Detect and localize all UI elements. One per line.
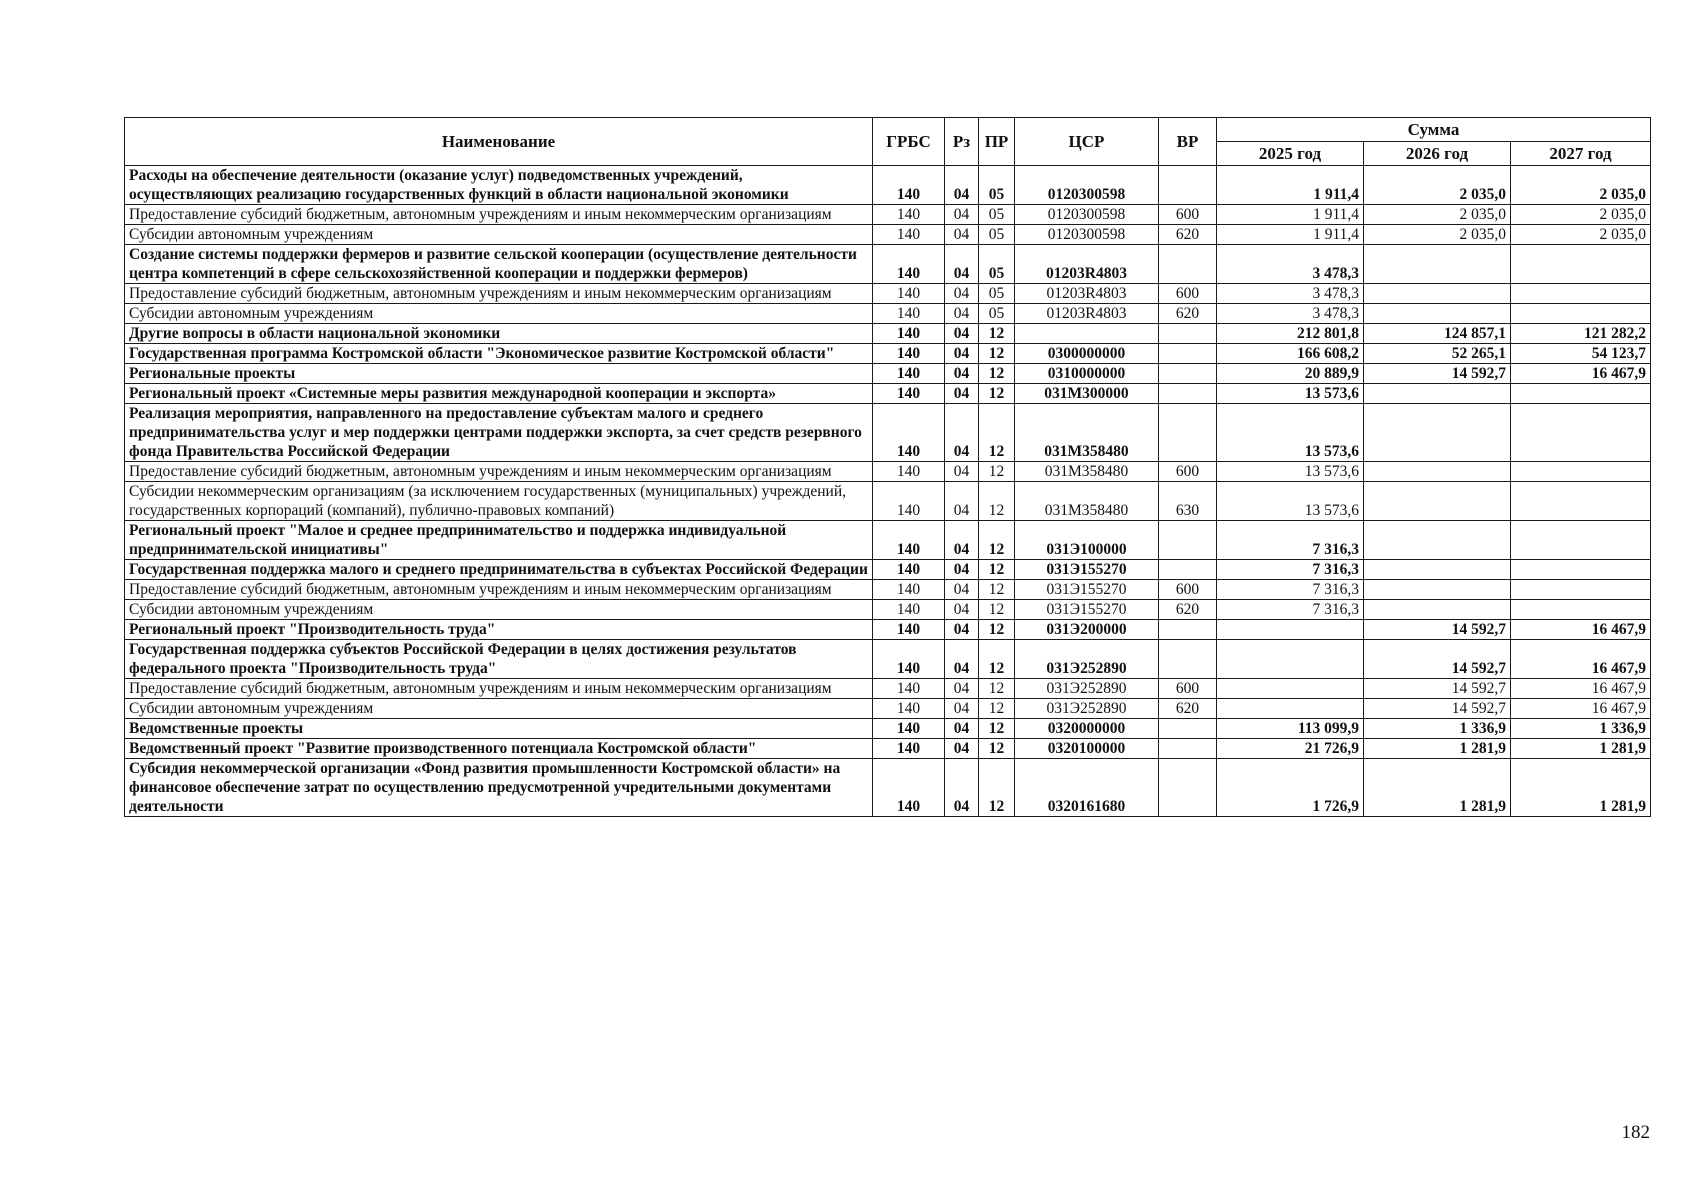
cell-csr: 01203R4803 [1015,245,1159,284]
table-row [125,679,1651,699]
cell-grbs: 140 [873,699,945,719]
header-2027: 2027 год [1511,142,1651,166]
cell-rz: 04 [945,679,979,699]
cell-csr: 031Э155270 [1015,600,1159,620]
cell-sum-2027: 16 467,9 [1511,620,1651,640]
cell-grbs: 140 [873,620,945,640]
cell-name: Реализация мероприятия, направленного на предоставление субъектам малого и среднего предпринимательства услуг и мер поддержки центрами поддержки экспорта, за счет средств резервного фонда Правительства Российской Федерации [125,404,873,462]
cell-pr: 05 [979,245,1015,284]
cell-rz: 04 [945,284,979,304]
cell-csr: 0300000000 [1015,344,1159,364]
cell-name: Предоставление субсидий бюджетным, автономным учреждениям и иным некоммерческим организациям [125,679,873,699]
cell-sum-2027 [1511,482,1651,521]
cell-vr: 600 [1159,580,1217,600]
cell-pr: 12 [979,384,1015,404]
cell-name: Предоставление субсидий бюджетным, автономным учреждениям и иным некоммерческим организациям [125,284,873,304]
header-2025: 2025 год [1217,142,1364,166]
table-row [125,245,1651,284]
cell-vr [1159,719,1217,739]
table-row [125,166,1651,205]
cell-rz: 04 [945,344,979,364]
table-row [125,324,1651,344]
cell-name: Субсидии автономным учреждениям [125,304,873,324]
cell-rz: 04 [945,364,979,384]
table-row [125,284,1651,304]
cell-vr [1159,404,1217,462]
cell-rz: 04 [945,482,979,521]
cell-vr: 620 [1159,699,1217,719]
cell-pr: 12 [979,404,1015,462]
cell-pr: 12 [979,759,1015,817]
cell-vr: 600 [1159,462,1217,482]
cell-sum-2027 [1511,404,1651,462]
cell-pr: 12 [979,699,1015,719]
cell-name: Государственная поддержка субъектов Российской Федерации в целях достижения результатов федерального проекта "Производительность труда" [125,640,873,679]
header-pr: ПР [979,118,1015,166]
cell-grbs: 140 [873,284,945,304]
cell-name: Расходы на обеспечение деятельности (оказание услуг) подведомственных учреждений, осуществляющих реализацию государственных функций в области национальной экономики [125,166,873,205]
cell-sum-2026: 2 035,0 [1364,205,1511,225]
cell-rz: 04 [945,640,979,679]
header-2026: 2026 год [1364,142,1511,166]
cell-name: Другие вопросы в области национальной экономики [125,324,873,344]
cell-pr: 12 [979,600,1015,620]
cell-sum-2027 [1511,600,1651,620]
cell-csr: 01203R4803 [1015,284,1159,304]
cell-name: Предоставление субсидий бюджетным, автономным учреждениям и иным некоммерческим организациям [125,580,873,600]
cell-csr: 0320000000 [1015,719,1159,739]
cell-sum-2027 [1511,560,1651,580]
cell-pr: 05 [979,205,1015,225]
page-number: 182 [1621,1122,1650,1143]
cell-vr: 600 [1159,284,1217,304]
cell-grbs: 140 [873,580,945,600]
cell-vr [1159,384,1217,404]
cell-grbs: 140 [873,364,945,384]
table-row [125,344,1651,364]
cell-grbs: 140 [873,205,945,225]
cell-rz: 04 [945,304,979,324]
cell-grbs: 140 [873,521,945,560]
cell-csr [1015,324,1159,344]
cell-sum-2027 [1511,284,1651,304]
cell-sum-2026: 2 035,0 [1364,225,1511,245]
cell-grbs: 140 [873,482,945,521]
table-row [125,580,1651,600]
table-row [125,462,1651,482]
cell-pr: 12 [979,364,1015,384]
cell-name: Ведомственный проект "Развитие производственного потенциала Костромской области" [125,739,873,759]
cell-pr: 12 [979,521,1015,560]
cell-vr [1159,166,1217,205]
cell-sum-2026 [1364,462,1511,482]
cell-vr: 600 [1159,679,1217,699]
cell-sum-2026: 14 592,7 [1364,364,1511,384]
cell-csr: 031М358480 [1015,404,1159,462]
table-row [125,384,1651,404]
cell-pr: 12 [979,482,1015,521]
table-row [125,560,1651,580]
cell-sum-2027 [1511,304,1651,324]
cell-name: Субсидии автономным учреждениям [125,699,873,719]
cell-csr: 031Э100000 [1015,521,1159,560]
cell-grbs: 140 [873,640,945,679]
cell-rz: 04 [945,205,979,225]
cell-rz: 04 [945,739,979,759]
cell-grbs: 140 [873,344,945,364]
cell-sum-2025: 212 801,8 [1217,324,1364,344]
cell-grbs: 140 [873,462,945,482]
cell-sum-2025 [1217,679,1364,699]
cell-sum-2025 [1217,699,1364,719]
cell-sum-2027 [1511,245,1651,284]
cell-sum-2026 [1364,521,1511,560]
table-row [125,482,1651,521]
cell-csr: 031Э200000 [1015,620,1159,640]
cell-sum-2026: 1 281,9 [1364,759,1511,817]
cell-grbs: 140 [873,384,945,404]
cell-sum-2025: 3 478,3 [1217,245,1364,284]
cell-sum-2026: 14 592,7 [1364,699,1511,719]
cell-name: Создание системы поддержки фермеров и развитие сельской кооперации (осуществление деятельности центра компетенций в сфере сельскохозяйственной кооперации и поддержки фермеров) [125,245,873,284]
cell-sum-2027: 16 467,9 [1511,679,1651,699]
header-csr: ЦСР [1015,118,1159,166]
cell-name: Предоставление субсидий бюджетным, автономным учреждениям и иным некоммерческим организациям [125,462,873,482]
cell-pr: 12 [979,719,1015,739]
table-row [125,304,1651,324]
header-vr: ВР [1159,118,1217,166]
cell-rz: 04 [945,521,979,560]
cell-name: Предоставление субсидий бюджетным, автономным учреждениям и иным некоммерческим организациям [125,205,873,225]
cell-vr: 620 [1159,225,1217,245]
cell-sum-2027: 2 035,0 [1511,225,1651,245]
cell-pr: 12 [979,580,1015,600]
cell-sum-2025: 21 726,9 [1217,739,1364,759]
cell-pr: 12 [979,640,1015,679]
table-row [125,759,1651,817]
cell-sum-2026 [1364,482,1511,521]
cell-csr: 01203R4803 [1015,304,1159,324]
table-body [125,166,1651,817]
cell-pr: 05 [979,166,1015,205]
cell-rz: 04 [945,166,979,205]
cell-rz: 04 [945,245,979,284]
cell-vr: 620 [1159,304,1217,324]
cell-sum-2026: 52 265,1 [1364,344,1511,364]
header-name: Наименование [125,118,873,166]
cell-sum-2025: 7 316,3 [1217,560,1364,580]
cell-csr: 0320161680 [1015,759,1159,817]
cell-sum-2027 [1511,580,1651,600]
cell-grbs: 140 [873,245,945,284]
cell-sum-2027 [1511,462,1651,482]
cell-sum-2027: 2 035,0 [1511,166,1651,205]
cell-vr [1159,521,1217,560]
cell-vr [1159,364,1217,384]
cell-vr [1159,560,1217,580]
cell-vr: 630 [1159,482,1217,521]
cell-vr [1159,640,1217,679]
cell-sum-2025: 3 478,3 [1217,304,1364,324]
cell-rz: 04 [945,580,979,600]
cell-sum-2026: 124 857,1 [1364,324,1511,344]
cell-name: Субсидии автономным учреждениям [125,225,873,245]
cell-sum-2026: 1 281,9 [1364,739,1511,759]
cell-vr [1159,344,1217,364]
cell-sum-2027: 1 281,9 [1511,739,1651,759]
cell-sum-2025: 3 478,3 [1217,284,1364,304]
cell-sum-2025: 113 099,9 [1217,719,1364,739]
cell-sum-2025: 1 911,4 [1217,225,1364,245]
cell-grbs: 140 [873,225,945,245]
cell-vr [1159,739,1217,759]
cell-sum-2027 [1511,384,1651,404]
cell-grbs: 140 [873,404,945,462]
cell-sum-2025: 13 573,6 [1217,404,1364,462]
cell-vr [1159,620,1217,640]
cell-sum-2025: 20 889,9 [1217,364,1364,384]
cell-csr: 031М358480 [1015,462,1159,482]
cell-sum-2026 [1364,600,1511,620]
cell-sum-2027: 16 467,9 [1511,364,1651,384]
cell-csr: 0120300598 [1015,205,1159,225]
cell-sum-2026 [1364,284,1511,304]
cell-pr: 12 [979,462,1015,482]
cell-csr: 031Э252890 [1015,640,1159,679]
cell-sum-2027: 2 035,0 [1511,205,1651,225]
cell-sum-2025: 13 573,6 [1217,482,1364,521]
cell-sum-2027: 16 467,9 [1511,699,1651,719]
cell-rz: 04 [945,404,979,462]
cell-name: Региональный проект "Малое и среднее предпринимательство и поддержка индивидуальной предпринимательской инициативы" [125,521,873,560]
cell-sum-2027: 121 282,2 [1511,324,1651,344]
cell-rz: 04 [945,719,979,739]
cell-sum-2027: 16 467,9 [1511,640,1651,679]
cell-rz: 04 [945,225,979,245]
cell-csr: 031Э252890 [1015,699,1159,719]
cell-vr [1159,759,1217,817]
cell-rz: 04 [945,324,979,344]
table-row [125,364,1651,384]
cell-sum-2025: 166 608,2 [1217,344,1364,364]
cell-rz: 04 [945,560,979,580]
budget-table [124,117,1651,817]
cell-name: Субсидии автономным учреждениям [125,600,873,620]
cell-sum-2025: 7 316,3 [1217,521,1364,560]
cell-grbs: 140 [873,166,945,205]
table-row [125,719,1651,739]
cell-csr: 031М300000 [1015,384,1159,404]
cell-name: Субсидия некоммерческой организации «Фонд развития промышленности Костромской области» на финансовое обеспечение затрат по осуществлению предусмотренной учредительными документами деятельности [125,759,873,817]
header-grbs: ГРБС [873,118,945,166]
cell-rz: 04 [945,462,979,482]
cell-csr: 031Э155270 [1015,580,1159,600]
cell-sum-2026 [1364,560,1511,580]
cell-sum-2026: 14 592,7 [1364,679,1511,699]
cell-pr: 12 [979,344,1015,364]
cell-rz: 04 [945,759,979,817]
cell-csr: 031Э155270 [1015,560,1159,580]
table-row [125,600,1651,620]
cell-pr: 05 [979,284,1015,304]
cell-sum-2026: 14 592,7 [1364,620,1511,640]
table-row [125,620,1651,640]
cell-pr: 12 [979,679,1015,699]
cell-grbs: 140 [873,560,945,580]
cell-rz: 04 [945,699,979,719]
table-row [125,521,1651,560]
cell-sum-2025: 13 573,6 [1217,462,1364,482]
cell-csr: 0320100000 [1015,739,1159,759]
cell-name: Региональные проекты [125,364,873,384]
cell-name: Региональный проект "Производительность труда" [125,620,873,640]
table-row [125,640,1651,679]
cell-name: Субсидии некоммерческим организациям (за исключением государственных (муниципальных) учреждений, государственных корпораций (компаний), публично-правовых компаний) [125,482,873,521]
cell-sum-2026 [1364,580,1511,600]
cell-name: Региональный проект «Системные меры развития международной кооперации и экспорта» [125,384,873,404]
cell-name: Ведомственные проекты [125,719,873,739]
cell-grbs: 140 [873,304,945,324]
table-row [125,404,1651,462]
cell-sum-2027: 54 123,7 [1511,344,1651,364]
cell-sum-2027 [1511,521,1651,560]
cell-sum-2025: 7 316,3 [1217,580,1364,600]
cell-rz: 04 [945,620,979,640]
cell-sum-2025 [1217,640,1364,679]
cell-sum-2026: 2 035,0 [1364,166,1511,205]
cell-csr: 0120300598 [1015,166,1159,205]
cell-sum-2025 [1217,620,1364,640]
cell-sum-2025: 7 316,3 [1217,600,1364,620]
table-row [125,739,1651,759]
cell-pr: 12 [979,620,1015,640]
cell-grbs: 140 [873,739,945,759]
cell-sum-2026: 14 592,7 [1364,640,1511,679]
cell-pr: 05 [979,304,1015,324]
header-sum: Сумма [1217,118,1651,142]
cell-name: Государственная поддержка малого и среднего предпринимательства в субъектах Российской Федерации [125,560,873,580]
cell-vr: 600 [1159,205,1217,225]
cell-pr: 12 [979,560,1015,580]
cell-sum-2026 [1364,304,1511,324]
cell-pr: 12 [979,324,1015,344]
cell-grbs: 140 [873,759,945,817]
cell-grbs: 140 [873,719,945,739]
cell-vr [1159,245,1217,284]
cell-sum-2025: 1 911,4 [1217,166,1364,205]
cell-vr: 620 [1159,600,1217,620]
cell-sum-2026: 1 336,9 [1364,719,1511,739]
cell-csr: 031Э252890 [1015,679,1159,699]
table-row [125,205,1651,225]
cell-grbs: 140 [873,600,945,620]
cell-sum-2027: 1 281,9 [1511,759,1651,817]
table-header [125,118,1651,166]
cell-csr: 0310000000 [1015,364,1159,384]
cell-rz: 04 [945,384,979,404]
cell-rz: 04 [945,600,979,620]
cell-sum-2026 [1364,245,1511,284]
cell-vr [1159,324,1217,344]
cell-sum-2025: 1 911,4 [1217,205,1364,225]
cell-pr: 12 [979,739,1015,759]
cell-sum-2026 [1364,404,1511,462]
cell-sum-2027: 1 336,9 [1511,719,1651,739]
cell-pr: 05 [979,225,1015,245]
table-row [125,699,1651,719]
cell-name: Государственная программа Костромской области "Экономическое развитие Костромской области" [125,344,873,364]
cell-sum-2025: 1 726,9 [1217,759,1364,817]
cell-grbs: 140 [873,679,945,699]
cell-sum-2025: 13 573,6 [1217,384,1364,404]
header-rz: Рз [945,118,979,166]
cell-sum-2026 [1364,384,1511,404]
table-row [125,225,1651,245]
cell-csr: 031М358480 [1015,482,1159,521]
cell-csr: 0120300598 [1015,225,1159,245]
cell-grbs: 140 [873,324,945,344]
